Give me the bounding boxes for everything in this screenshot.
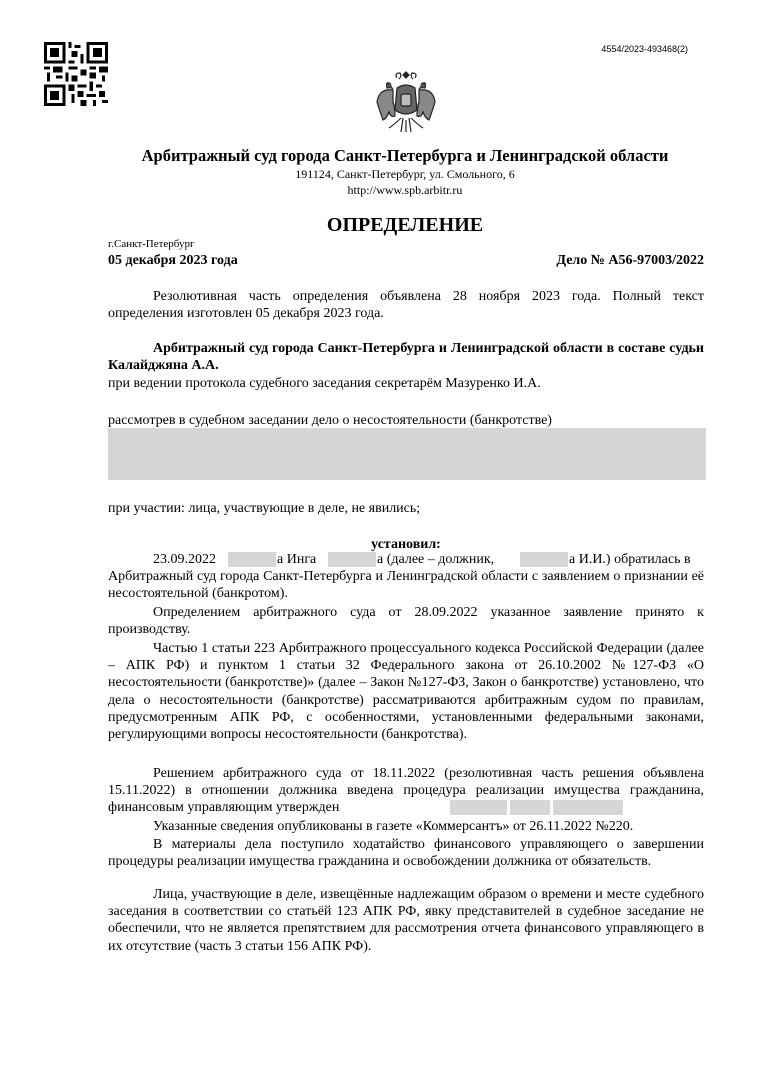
considered-line: рассмотрев в судебном заседании дело о несостоятельности (банкротстве) [108,413,552,428]
established-paragraph-4: Решением арбитражного суда от 18.11.2022 (резолютивная часть решения объявлена 15.11.2022) в отношении должника введена процедура реализации имущества гражданина, финансовым управляющим утвержден [108,766,704,816]
established-paragraph-1-rest: Арбитражный суд города Санкт-Петербурга и Ленинградской области с заявлением о признании её несостоятельной (банкротом). [108,569,704,602]
redacted-manager-3 [553,800,623,815]
debtor-initials-part: а И.И.) обратилась в [569,552,691,567]
established-paragraph-6: В материалы дела поступило ходатайство финансового управляющего о завершении процедуры реализации имущества гражданина и освобождении должника от обязательств. [108,837,704,870]
document-city: г.Санкт-Петербург [108,238,195,250]
redacted-block [108,428,706,480]
redacted-manager-2 [510,800,550,815]
established-heading: установил: [371,537,441,552]
established-paragraph-5: Указанные сведения опубликованы в газете «Коммерсантъ» от 26.11.2022 №220. [153,819,634,834]
redacted-manager-1 [450,800,507,815]
case-number: Дело № А56-97003/2022 [556,253,704,268]
redacted-name-2 [328,552,376,567]
court-address: 191124, Санкт-Петербург, ул. Смольного, 6 [295,167,515,181]
debtor-name-part: а Инга [277,552,317,567]
established-paragraph-2: Определением арбитражного суда от 28.09.2022 указанное заявление принято к производству. [108,605,704,638]
court-name-heading: Арбитражный суд города Санкт-Петербурга и Ленинградской области [141,146,669,165]
court-composition: Арбитражный суд города Санкт-Петербурга и Ленинградской области в составе судьи Калайджяна А.А. [108,341,704,374]
document-reference-number: 4554/2023-493468(2) [601,44,688,54]
resolution-paragraph: Резолютивная часть определения объявлена 28 ноября 2023 года. Полный текст определения изготовлен 05 декабря 2023 года. [108,289,704,322]
redacted-name-3 [520,552,568,567]
qr-code-icon [44,42,108,106]
court-website: http://www.spb.arbitr.ru [347,183,463,197]
established-paragraph-3: Частью 1 статьи 223 Арбитражного процессуального кодекса Российской Федерации (далее – АПК РФ) и пунктом 1 статьи 32 Федерального закона от 26.10.2002 №127-ФЗ «О несостоятельности (банкротстве)» (далее – Закон №127-ФЗ, Закон о банкротстве) установлено, что дела о несостоятельности (банкротстве) рассматриваются арбитражным судом по правилам, предусмотренным АПК РФ, с особенностями, установленными федеральными законами, регулирующими вопросы несостоятельности (банкротства). [108,641,704,743]
secretary-line: при ведении протокола судебного заседания секретарём Мазуренко И.А. [108,376,541,391]
document-date: 05 декабря 2023 года [108,253,238,268]
filing-date: 23.09.2022 [153,552,216,567]
participation-line: при участии: лица, участвующие в деле, не явились; [108,501,421,516]
court-address-block [0,166,760,198]
document-title: ОПРЕДЕЛЕНИЕ [326,214,484,236]
established-paragraph-7: Лица, участвующие в деле, извещённые надлежащим образом о времени и месте судебного заседания в соответствии со статьёй 123 АПК РФ, явку представителей в судебное заседание не обеспечили, что не является препятствием для рассмотрения отчета финансового управляющего в их отсутствие (часть 3 статьи 156 АПК РФ). [108,887,704,954]
debtor-alias-part: а (далее – должник, [377,552,495,567]
redacted-name-1 [228,552,276,567]
russian-coat-of-arms-icon [373,68,439,138]
